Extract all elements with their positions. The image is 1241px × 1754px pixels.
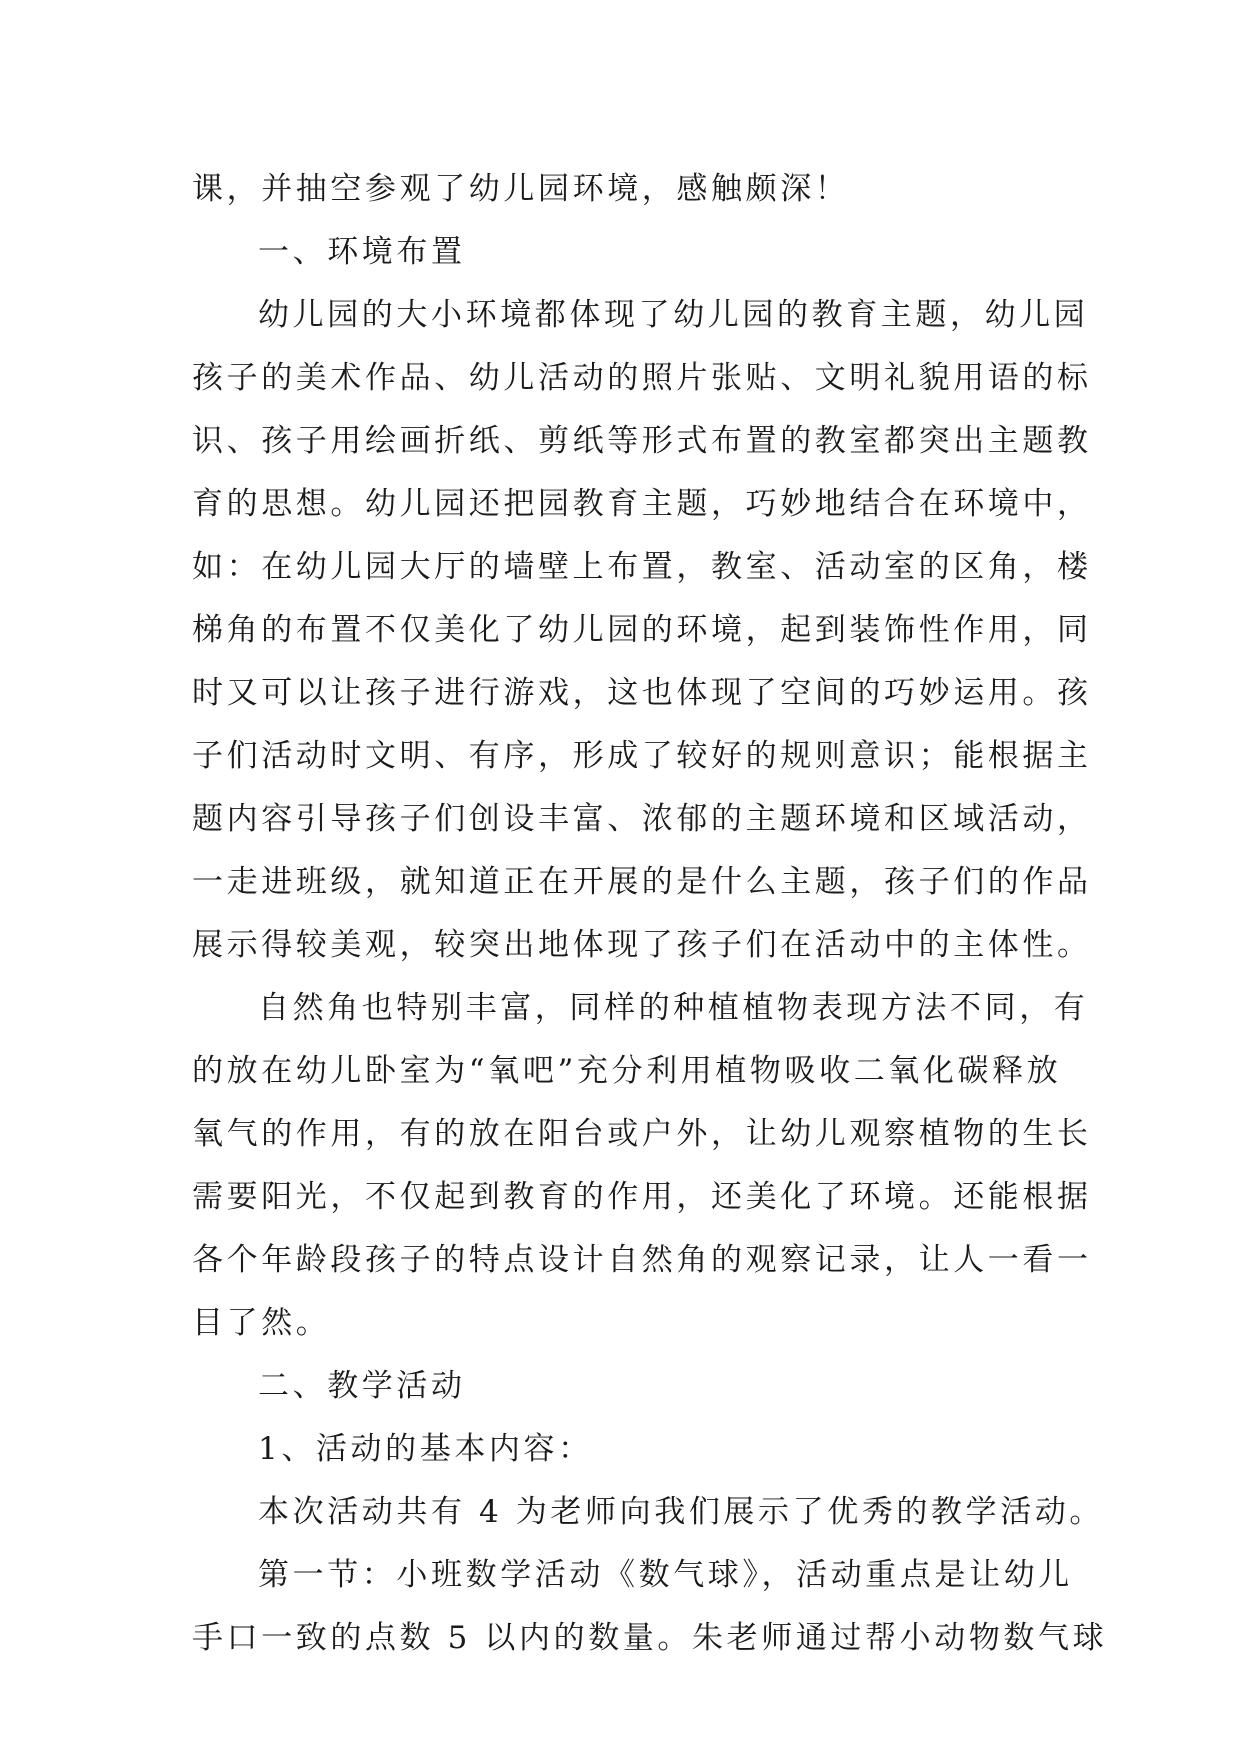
text-line: 手口一致的点数 5 以内的数量。朱老师通过帮小动物数气球	[192, 1620, 1108, 1656]
text-line: 幼儿园的大小环境都体现了幼儿园的教育主题，幼儿园	[258, 297, 1089, 333]
text-line: 如：在幼儿园大厅的墙壁上布置，教室、活动室的区角，楼	[192, 549, 1092, 585]
text-line: 展示得较美观，较突出地体现了孩子们在活动中的主体性。	[192, 927, 1092, 963]
text-line: 第一节：小班数学活动《数气球》，活动重点是让幼儿	[258, 1557, 1073, 1593]
section-heading: 一、环境布置	[258, 234, 466, 270]
text-line: 本次活动共有 4 为老师向我们展示了优秀的教学活动。	[258, 1494, 1105, 1530]
text-line: 孩子的美术作品、幼儿活动的照片张贴、文明礼貌用语的标	[192, 360, 1092, 396]
text-line: 子们活动时文明、有序，形成了较好的规则意识；能根据主	[192, 738, 1092, 774]
text-line: 的放在幼儿卧室为“氧吧”充分利用植物吸收二氧化碳释放	[192, 1053, 1062, 1089]
text-line: 需要阳光，不仅起到教育的作用，还美化了环境。还能根据	[192, 1179, 1092, 1215]
section-heading: 二、教学活动	[258, 1368, 466, 1404]
text-line: 一走进班级，就知道正在开展的是什么主题，孩子们的作品	[192, 864, 1092, 900]
text-line: 识、孩子用绘画折纸、剪纸等形式布置的教室都突出主题教	[192, 423, 1092, 459]
text-line: 课，并抽空参观了幼儿园环境，感触颇深！	[192, 171, 850, 207]
document-body	[192, 158, 1108, 1670]
text-line: 梯角的布置不仅美化了幼儿园的环境，起到装饰性作用，同	[192, 612, 1092, 648]
subsection-heading: 1、活动的基本内容：	[258, 1431, 593, 1467]
text-line: 目了然。	[192, 1305, 331, 1341]
text-line: 时又可以让孩子进行游戏，这也体现了空间的巧妙运用。孩	[192, 675, 1092, 711]
text-line: 育的思想。幼儿园还把园教育主题，巧妙地结合在环境中，	[192, 486, 1092, 522]
text-line: 自然角也特别丰富，同样的种植植物表现方法不同，有	[258, 990, 1089, 1026]
text-line: 氧气的作用，有的放在阳台或户外，让幼儿观察植物的生长	[192, 1116, 1092, 1152]
text-line: 各个年龄段孩子的特点设计自然角的观察记录，让人一看一	[192, 1242, 1092, 1278]
text-line: 题内容引导孩子们创设丰富、浓郁的主题环境和区域活动，	[192, 801, 1092, 837]
